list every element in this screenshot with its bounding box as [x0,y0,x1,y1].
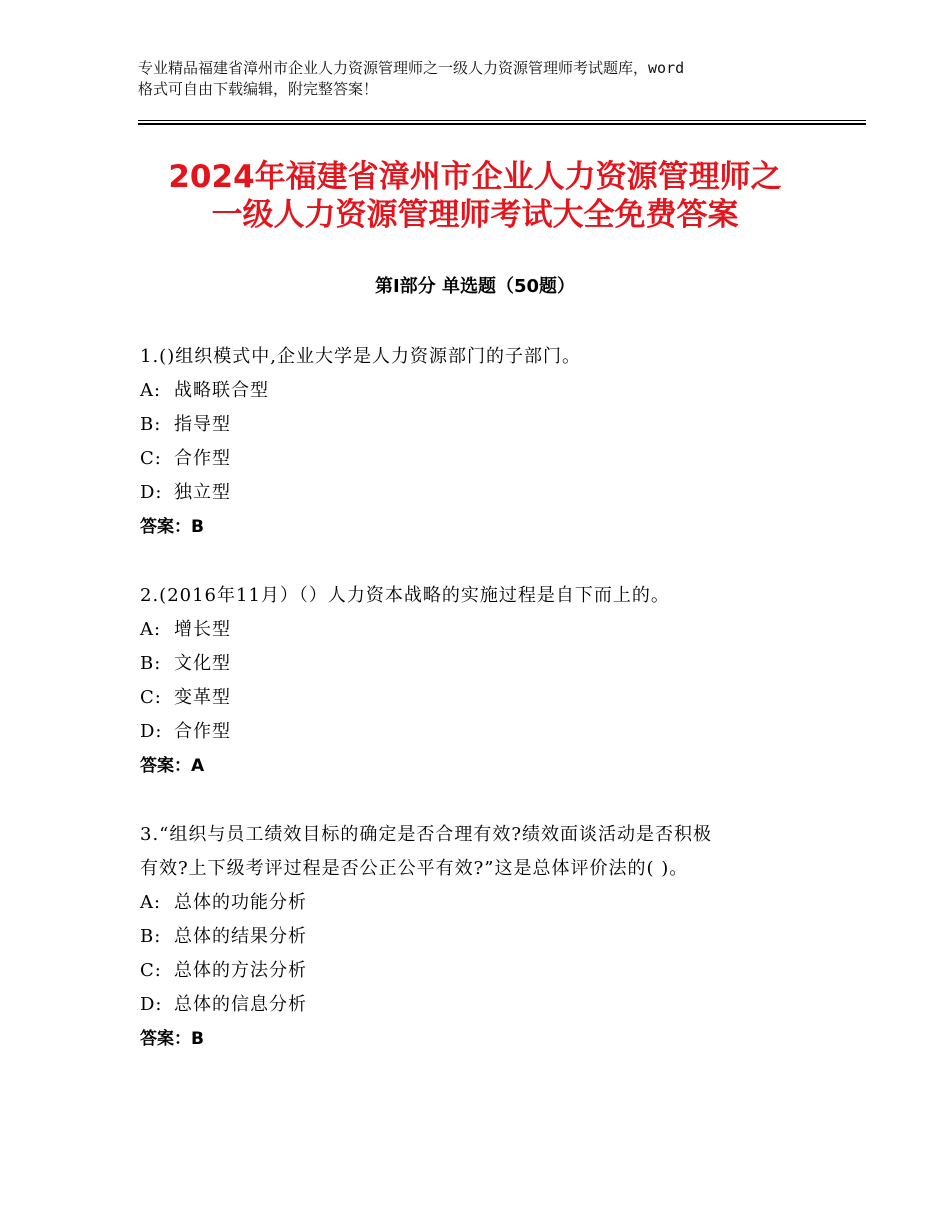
option-b [140,920,840,954]
option-letter: C: [140,448,162,469]
option-letter: A: [140,380,162,401]
option-text: 总体的结果分析 [174,926,307,947]
option-c [140,442,840,476]
option-letter: B: [140,926,162,947]
question-1 [140,340,840,544]
option-text: 指导型 [174,414,231,435]
option-d [140,476,840,510]
header-note-line-2: 格式可自由下载编辑，附完整答案！ [138,80,379,98]
option-text: 总体的信息分析 [174,994,307,1015]
option-text: 合作型 [174,721,231,742]
document-title-line-1: 2024年福建省漳州市企业人力资源管理师之 [168,159,782,195]
option-a [140,374,840,408]
option-text: 增长型 [174,619,231,640]
header-note-line-1: 专业精品福建省漳州市企业人力资源管理师之一级人力资源管理师考试题库，word [138,59,685,77]
option-letter: B: [140,414,162,435]
option-a [140,886,840,920]
option-text: 变革型 [174,687,231,708]
option-text: 总体的方法分析 [174,960,307,981]
option-b [140,408,840,442]
question-2 [140,579,840,783]
option-text: 独立型 [174,482,231,503]
question-stem-line-1: 3.“组织与员工绩效目标的确定是否合理有效?绩效面谈活动是否积极 [140,824,713,845]
option-letter: C: [140,960,162,981]
document-title-line-2: 一级人力资源管理师考试大全免费答案 [211,197,739,233]
option-letter: C: [140,687,162,708]
option-letter: A: [140,892,162,913]
question-stem-line-2: 有效?上下级考评过程是否公正公平有效?”这是总体评价法的( )。 [140,858,689,879]
option-a [140,613,840,647]
document-title [100,158,850,234]
answer: 答案：B [140,1029,204,1049]
option-text: 合作型 [174,448,231,469]
section-title: 第Ⅰ部分 单选题（50题） [374,276,575,297]
option-letter: D: [140,482,163,503]
header-rule-thick [138,123,866,125]
option-c [140,681,840,715]
option-letter: D: [140,721,163,742]
answer: 答案：B [140,517,204,537]
option-d [140,715,840,749]
header-rule-thin [138,120,866,121]
option-text: 总体的功能分析 [174,892,307,913]
answer: 答案：A [140,756,205,776]
question-stem: 1.()组织模式中,企业大学是人力资源部门的子部门。 [140,346,581,367]
option-letter: A: [140,619,162,640]
question-stem: 2.(2016年11月）（）人力资本战略的实施过程是自下而上的。 [140,585,670,606]
option-c [140,954,840,988]
question-3 [140,818,840,1056]
option-text: 战略联合型 [174,380,269,401]
option-b [140,647,840,681]
option-letter: B: [140,653,162,674]
option-text: 文化型 [174,653,231,674]
header-note [138,58,828,100]
option-d [140,988,840,1022]
option-letter: D: [140,994,163,1015]
